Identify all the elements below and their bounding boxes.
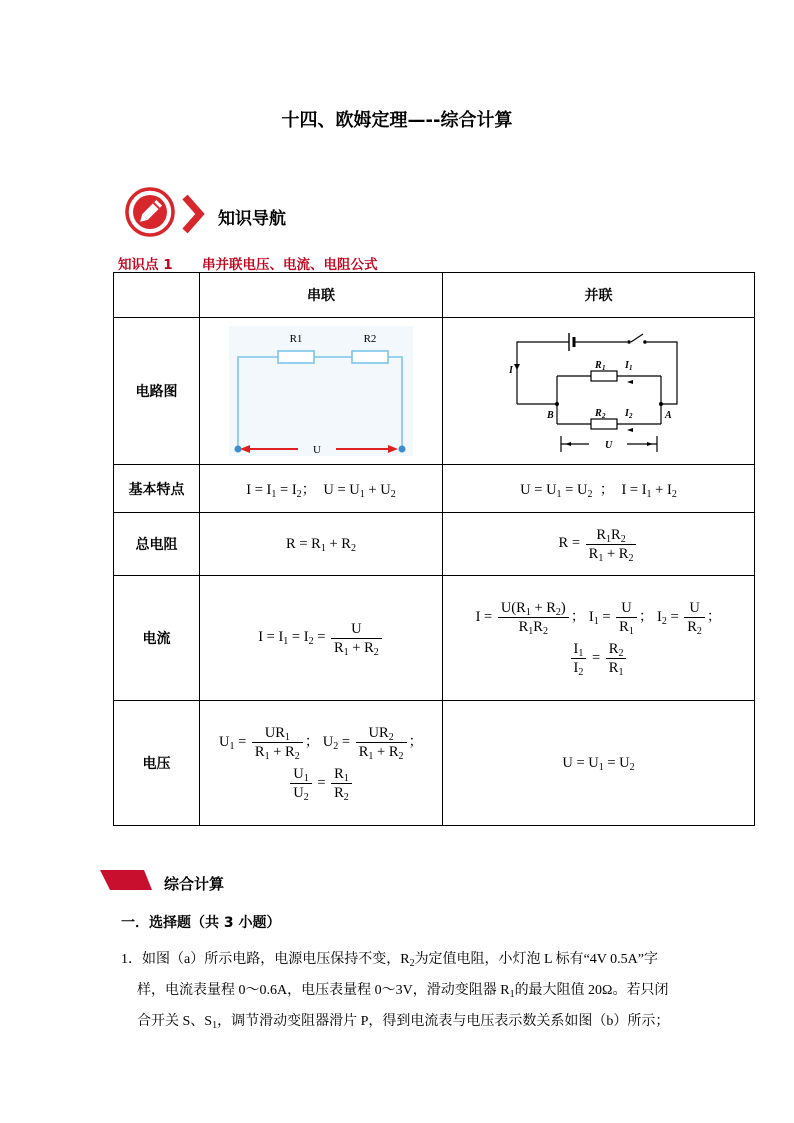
parallel-b-label: B bbox=[546, 410, 554, 421]
series-voltage-formula: $U_1$ = $\frac{UR_1}{R_1 + R_2}$ ； $U_2$ = $\frac{UR_2}{R_1 + R_2}$ ； $\frac{U_1}{U_2}$ = $\frac{R_1}{R_2}$ bbox=[200, 701, 443, 826]
series-current-formula: $I = I_1 = I_2$ = $\frac{U}{R_1 + R_2}$ bbox=[200, 576, 443, 701]
header-parallel: 并联 bbox=[443, 273, 755, 318]
pencil-circle-icon bbox=[124, 186, 176, 238]
parallel-resistance-formula: R = $\frac{R_1R_2}{R_1 + R_2}$ bbox=[443, 513, 755, 576]
parallel-current-formula: I = $\frac{U(R_1 + R_2)}{R_1R_2}$ ； $I_1$ = $\frac{U}{R_1}$ ； $I_2$ = $\frac{U}{R_2}$ ； $\frac{I_1}{I_2}$ = $\frac{R_2}{R_1}$ bbox=[443, 576, 755, 701]
row-label-basic: 基本特点 bbox=[114, 465, 200, 513]
nav-label: 知识导航 bbox=[218, 209, 286, 229]
series-circuit-diagram bbox=[200, 318, 443, 465]
parallel-circuit-diagram bbox=[443, 318, 755, 465]
subsection-title: 一．选择题（共 3 小题） bbox=[121, 915, 281, 931]
parallel-i1-sub: 1 bbox=[628, 364, 632, 372]
question-1-line-2: 样，电流表量程 0～0.6A，电压表量程 0～3V，滑动变阻器 $R_1$的最大阻值 20Ω。若只闭 bbox=[137, 983, 669, 1000]
series-resistance-formula: $R = R_1 + R_2$ bbox=[200, 513, 443, 576]
series-circuit-svg bbox=[226, 323, 416, 459]
question-1 bbox=[121, 944, 691, 1037]
knowledge-point-label: 知识点 1 bbox=[118, 257, 173, 273]
parallel-i1-label: I bbox=[624, 360, 629, 371]
question-1-line-3: 合开关 S、$S_1$，调节滑动变阻器滑片 P，得到电流表与电压表示数关系如图（b）所示； bbox=[137, 1014, 670, 1031]
section-banner-icon bbox=[100, 868, 152, 892]
series-r2-label: R2 bbox=[363, 333, 377, 345]
parallel-a-label: A bbox=[664, 410, 672, 421]
parallel-voltage-formula: $U = U_1 = U_2$ bbox=[443, 701, 755, 826]
knowledge-point-title: 串并联电压、电流、电阻公式 bbox=[202, 257, 378, 273]
parallel-i-label: I bbox=[508, 365, 513, 376]
parallel-i2-label: I bbox=[624, 408, 629, 419]
row-label-resistance: 总电阻 bbox=[114, 513, 200, 576]
series-r1-label: R1 bbox=[289, 333, 303, 345]
chevron-right-icon bbox=[180, 194, 206, 234]
section-label: 综合计算 bbox=[164, 875, 225, 893]
parallel-r1-sub: 1 bbox=[601, 364, 605, 372]
parallel-u-label: U bbox=[604, 440, 612, 451]
table-corner-cell bbox=[114, 273, 200, 318]
question-1-line-1: 1．如图（a）所示电路，电源电压保持不变，$R_2$为定值电阻，小灯泡 L 标有“4V 0.5A”字 bbox=[121, 952, 658, 969]
parallel-circuit-svg bbox=[509, 324, 689, 458]
parallel-r2-sub: 2 bbox=[601, 412, 605, 420]
parallel-r1-label: R bbox=[594, 360, 602, 371]
page-title: 十四、欧姆定理—--综合计算 bbox=[281, 110, 513, 131]
formula-table bbox=[113, 272, 755, 826]
parallel-r2-label: R bbox=[594, 408, 602, 419]
row-label-current: 电流 bbox=[114, 576, 200, 701]
row-label-diagram: 电路图 bbox=[114, 318, 200, 465]
parallel-basic-formula: $U = U_1 = U_2$ ； $I = I_1 + I_2$ bbox=[443, 465, 755, 513]
series-basic-formula: $I = I_1 = I_2$； $U = U_1 + U_2$ bbox=[200, 465, 443, 513]
header-series: 串联 bbox=[200, 273, 443, 318]
parallel-i2-sub: 2 bbox=[628, 412, 632, 420]
series-u-label: U bbox=[313, 444, 321, 456]
row-label-voltage: 电压 bbox=[114, 701, 200, 826]
